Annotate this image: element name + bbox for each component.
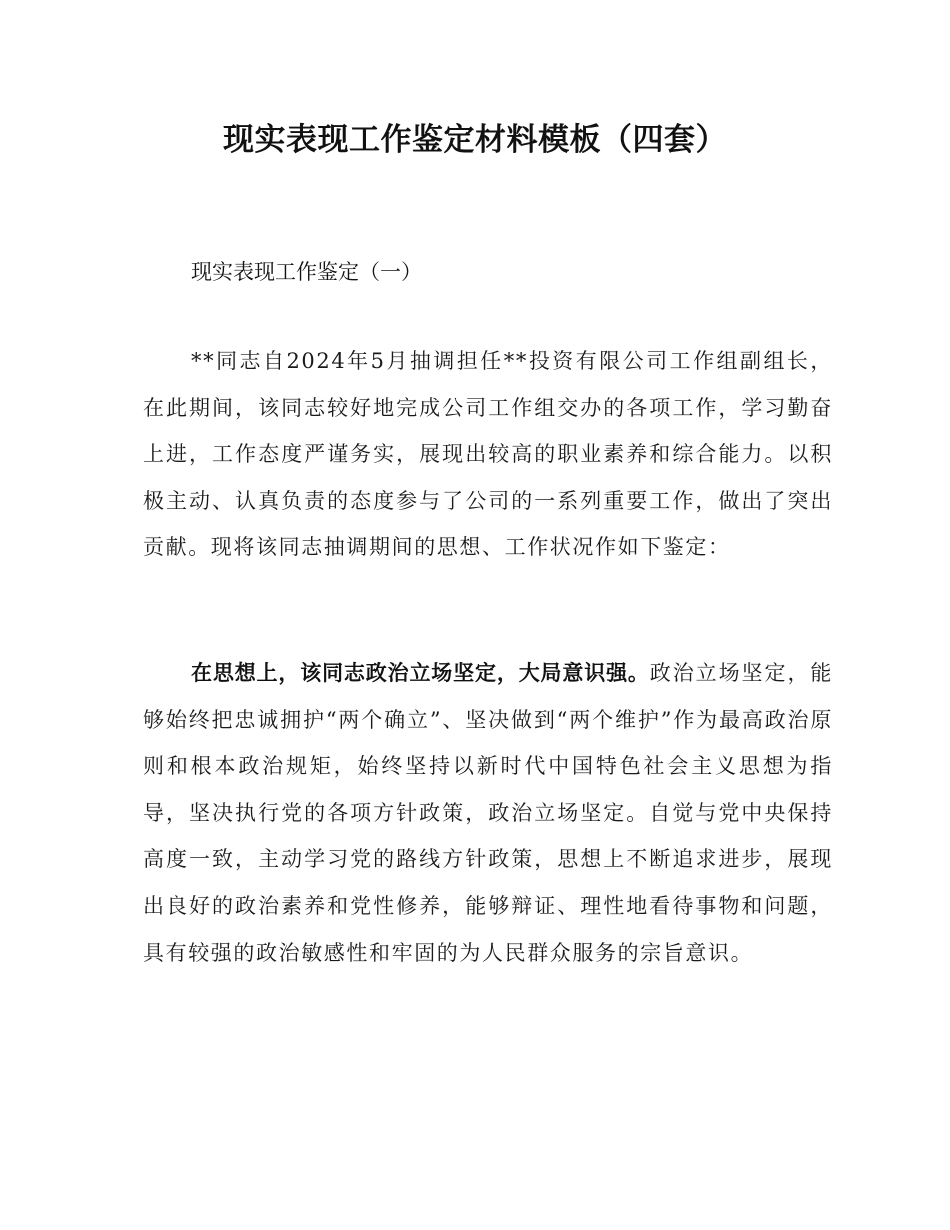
paragraph-ideology bbox=[143, 650, 833, 976]
document-title: 现实表现工作鉴定材料模板（四套） bbox=[223, 122, 727, 158]
paragraph-introduction: **同志自2024年5月抽调担任**投资有限公司工作组副组长，在此期间，该同志较好地完成公司工作组交办的各项工作，学习勤奋上进，工作态度严谨务实，展现出较高的职业素养和综合能力。以积极主动、认真负责的态度参与了公司的一系列重要工作，做出了突出贡献。现将该同志抽调期间的思想、工作状况作如下鉴定： bbox=[143, 349, 833, 560]
paragraph-body-text: 政治立场坚定，能够始终把忠诚拥护“两个确立”、坚决做到“两个维护”作为最高政治原则和根本政治规矩，始终坚持以新时代中国特色社会主义思想为指导，坚决执行党的各项方针政策，政治立场坚定。自觉与党中央保持高度一致，主动学习党的路线方针政策，思想上不断追求进步，展现出良好的政治素养和党性修养，能够辩证、理性地看待事物和问题，具有较强的政治敏感性和牢固的为人民群众服务的宗旨意识。 bbox=[143, 661, 833, 965]
paragraph-lead-sentence: 在思想上，该同志政治立场坚定，大局意识强。 bbox=[191, 661, 650, 685]
section-heading: 现实表现工作鉴定（一） bbox=[191, 260, 422, 284]
